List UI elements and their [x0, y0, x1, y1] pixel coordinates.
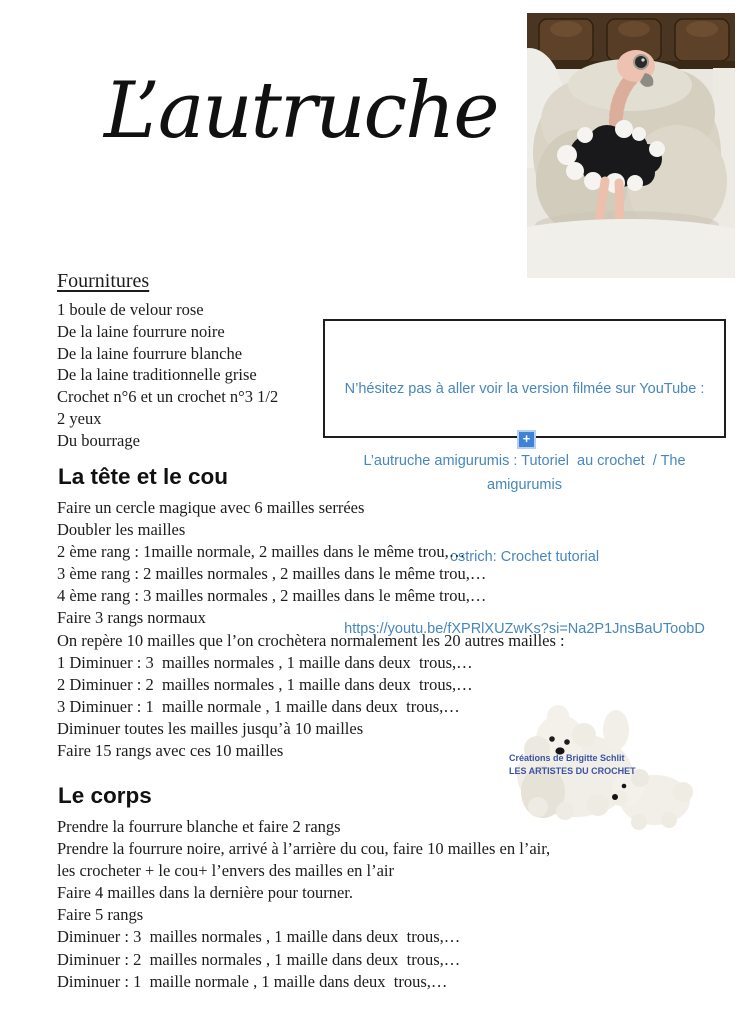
- credit-line-author: Créations de Brigitte Schlit: [509, 753, 625, 763]
- youtube-info-line: N’hésitez pas à aller voir la version filmée sur YouTube :: [344, 381, 705, 397]
- annotation-plus-icon[interactable]: +: [517, 430, 536, 449]
- supply-item: De la laine fourrure blanche: [57, 343, 243, 363]
- supply-item: De la laine traditionnelle grise: [57, 365, 257, 385]
- body-section: [57, 783, 657, 993]
- instruction-line: Faire 15 rangs avec ces 10 mailles: [57, 741, 284, 761]
- supply-item: Crochet n°6 et un crochet n°3 1/2: [57, 387, 279, 407]
- supply-item: Du bourrage: [57, 430, 140, 450]
- instruction-line: On repère 10 mailles que l’on crochètera normalement les 20 autres mailles :: [57, 630, 565, 650]
- instruction-line: 1 Diminuer : 3 mailles normales , 1 maille dans deux trous,…: [57, 652, 473, 672]
- youtube-info-box: [323, 319, 726, 637]
- instruction-line: 3 ème rang : 2 mailles normales , 2 mailles dans le même trou,…: [57, 564, 487, 584]
- dog-eye: [564, 739, 570, 745]
- dog-eye: [549, 736, 555, 742]
- couch-seat: [527, 219, 735, 278]
- instruction-line: Diminuer toutes les mailles jusqu’à 10 mailles: [57, 718, 364, 738]
- instruction-line: Prendre la fourrure blanche et faire 2 rangs: [57, 817, 341, 836]
- instruction-line: les crocheter + le cou+ l’envers des mailles en l’air: [57, 861, 395, 881]
- instruction-line: Diminuer : 2 mailles normales , 1 maille dans deux trous,…: [57, 949, 461, 969]
- youtube-info-line: ostrich: Crochet tutorial: [449, 549, 600, 565]
- instruction-line: Diminuer : 1 maille normale , 1 maille dans deux trous,…: [57, 971, 448, 991]
- ostrich-eye: [635, 56, 647, 68]
- ostrich-photo: [527, 13, 735, 278]
- supplies-heading: Fournitures: [57, 270, 150, 292]
- instruction-line: 4 ème rang : 3 mailles normales , 2 mailles dans le même trou,…: [57, 586, 487, 606]
- instruction-line: 3 Diminuer : 1 maille normale , 1 maille dans deux trous,…: [57, 696, 460, 716]
- instruction-line: Faire 4 mailles dans la dernière pour tourner.: [57, 883, 353, 903]
- supply-item: 2 yeux: [57, 408, 102, 428]
- instruction-line: Faire 5 rangs: [57, 905, 144, 925]
- youtube-link[interactable]: https://youtu.be/fXPRlXUZwKs?si=Na2P1JnsBaUToobD: [344, 621, 705, 637]
- instruction-line: 2 Diminuer : 2 mailles normales , 1 maille dans deux trous,…: [57, 674, 473, 694]
- youtube-info-line: L’autruche amigurumis : Tutoriel au crochet / The amigurumis: [363, 453, 690, 493]
- instruction-line: 2 ème rang : 1maille normale, 2 mailles dans le même trou,…: [57, 542, 466, 562]
- supply-item: 1 boule de velour rose: [57, 300, 204, 319]
- instruction-line: Faire 3 rangs normaux: [57, 608, 206, 628]
- instruction-line: Doubler les mailles: [57, 520, 186, 540]
- page-title: L’autruche: [104, 66, 498, 156]
- credit-line-brand: LES ARTISTES DU CROCHET: [509, 766, 636, 776]
- instruction-line: Diminuer : 3 mailles normales , 1 maille dans deux trous,…: [57, 927, 461, 947]
- instruction-line: Prendre la fourrure noire, arrivé à l’arrière du cou, faire 10 mailles en l’air,: [57, 839, 551, 859]
- instruction-line: Faire un cercle magique avec 6 mailles serrées: [57, 498, 365, 517]
- supply-item: De la laine fourrure noire: [57, 321, 225, 341]
- head-neck-heading: La tête et le cou: [58, 464, 229, 489]
- body-heading: Le corps: [58, 783, 152, 808]
